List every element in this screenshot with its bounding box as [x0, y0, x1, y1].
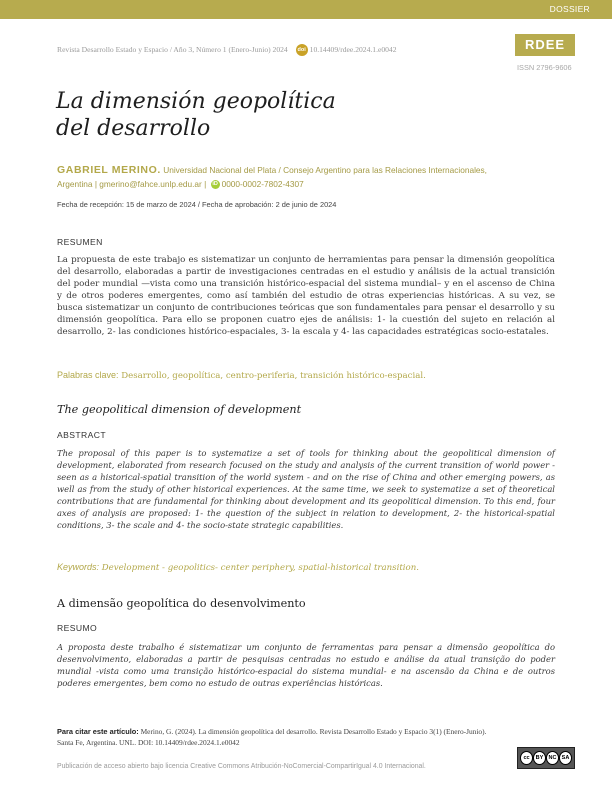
keywords-es	[57, 370, 555, 381]
keywords-es-label: Palabras clave:	[57, 370, 119, 380]
title-line-1: La dimensión geopolítica	[56, 89, 336, 114]
orcid-icon: iD	[212, 181, 218, 188]
keywords-es-text: Desarrollo, geopolítica, centro-periferia, transición histórico-espacial.	[118, 371, 426, 381]
issn: ISSN 2796-9606	[517, 63, 572, 72]
resumen-text: La propuesta de este trabajo es sistematizar un conjunto de herramientas para pensar la dimensión geopolítica del desarrollo, elaboradas a partir de investigaciones centradas en el estudio y análisis de la actual transición del poder mundial —vista como una transición histórico-espacial del sistema mundial– y en el ascenso de China y de otros poderes emergentes, como así también del estudio de otras experiencias históricas. A su vez, se busca sistematizar un conjunto de contribuciones teóricas que son fundamentales para pensar el desarrollo y su dimensión geopolítica. Para ello se proponen cuatro ejes de análisis: 1- la cuestión del sujeto en relación al desarrollo, 2- las condiciones histórico-espaciales, 3- la escala y 4- las capacidades estratégicas socio-estatales.	[57, 255, 555, 337]
submission-dates: Fecha de recepción: 15 de marzo de 2024 / Fecha de aprobación: 2 de junio de 2024	[57, 200, 337, 209]
author-affiliation: Universidad Nacional del Plata / Consejo Argentino para las Relaciones Internacionales, Argentina | gmerino@fahce.unlp.edu.ar |	[57, 165, 487, 189]
creative-commons-badge[interactable]	[517, 747, 575, 769]
journal-issue: / Año 3, Número 1 (Enero-Junio) 2024	[167, 44, 288, 54]
portuguese-title: A dimensão geopolítica do desenvolvimento	[57, 597, 306, 610]
resumo-text: A proposta deste trabalho é sistematizar um conjunto de ferramentas para pensar a dimensão geopolítica do desenvolvimento, elaboradas a partir de pesquisas centradas no estudo e análise da atual transição do poder mundial -vista como uma transição histórico-espacial do sistema mundial- e na ascensão da China e de outros poderes emergentes, bem como no estudo de outras experiências históricas.	[57, 642, 555, 688]
journal-name: Revista Desarrollo Estado y Espacio	[57, 44, 168, 54]
nc-icon: NC	[546, 751, 559, 765]
sa-icon: SA	[559, 751, 572, 765]
resumen-label: RESUMEN	[57, 237, 103, 247]
dossier-bar	[0, 0, 612, 19]
citation	[57, 726, 497, 748]
doi-icon: doi	[296, 44, 308, 56]
keywords-en	[57, 562, 555, 573]
orcid-link[interactable]: 0000-0002-7802-4307	[221, 179, 304, 189]
abstract-label: ABSTRACT	[57, 430, 107, 440]
abstract-text: The proposal of this paper is to systematize a set of tools for thinking about the geopolitical dimension of development, elaborated from research focused on the study and analysis of the current transition of world power - seen as a historical-spatial transition of the world system - and on the rise of China and other emerging powers, as well as from the study of other historical experiences. At the same time, we seek to systematize a set of theoretical contributions that are fundamental for thinking about development and its geopolitical dimension. To this end, four axes of analysis are proposed: 1- the question of the subject in relation to development, 2- the historical-spatial conditions, 3- the scale and 4- the socio-state strategic capabilities.	[57, 448, 555, 530]
citation-text: Merino, G. (2024). La dimensión geopolítica del desarrollo. Revista Desarrollo Estado y Espacio 3(1) (Enero-Junio). Santa Fe, Argentina. UNL. DOI: 10.14409/rdee.2024.1.e0042	[57, 727, 487, 747]
by-icon: BY	[533, 751, 546, 765]
resumo-label: RESUMO	[57, 623, 98, 633]
journal-logo: RDEE	[515, 34, 575, 56]
citation-label: Para citar este artículo:	[57, 727, 139, 736]
cc-icon: cc	[520, 751, 533, 765]
doi-link[interactable]: 10.14409/rdee.2024.1.e0042	[309, 44, 397, 54]
journal-info	[57, 44, 397, 56]
license-text: Publicación de acceso abierto bajo licencia Creative Commons Atribución-NoComercial-CompartirIgual 4.0 Internacional.	[57, 763, 426, 770]
english-title: The geopolitical dimension of development	[57, 403, 302, 416]
author-name: GABRIEL MERINO.	[57, 164, 161, 176]
author-block	[57, 163, 497, 191]
title-line-2: del desarrollo	[56, 116, 211, 141]
keywords-en-text: Development - geopolitics- center periphery, spatial-historical transition.	[99, 563, 419, 573]
keywords-en-label: Keywords:	[57, 562, 100, 572]
section-label-dossier: DOSSIER	[549, 4, 590, 14]
article-title	[56, 88, 456, 142]
